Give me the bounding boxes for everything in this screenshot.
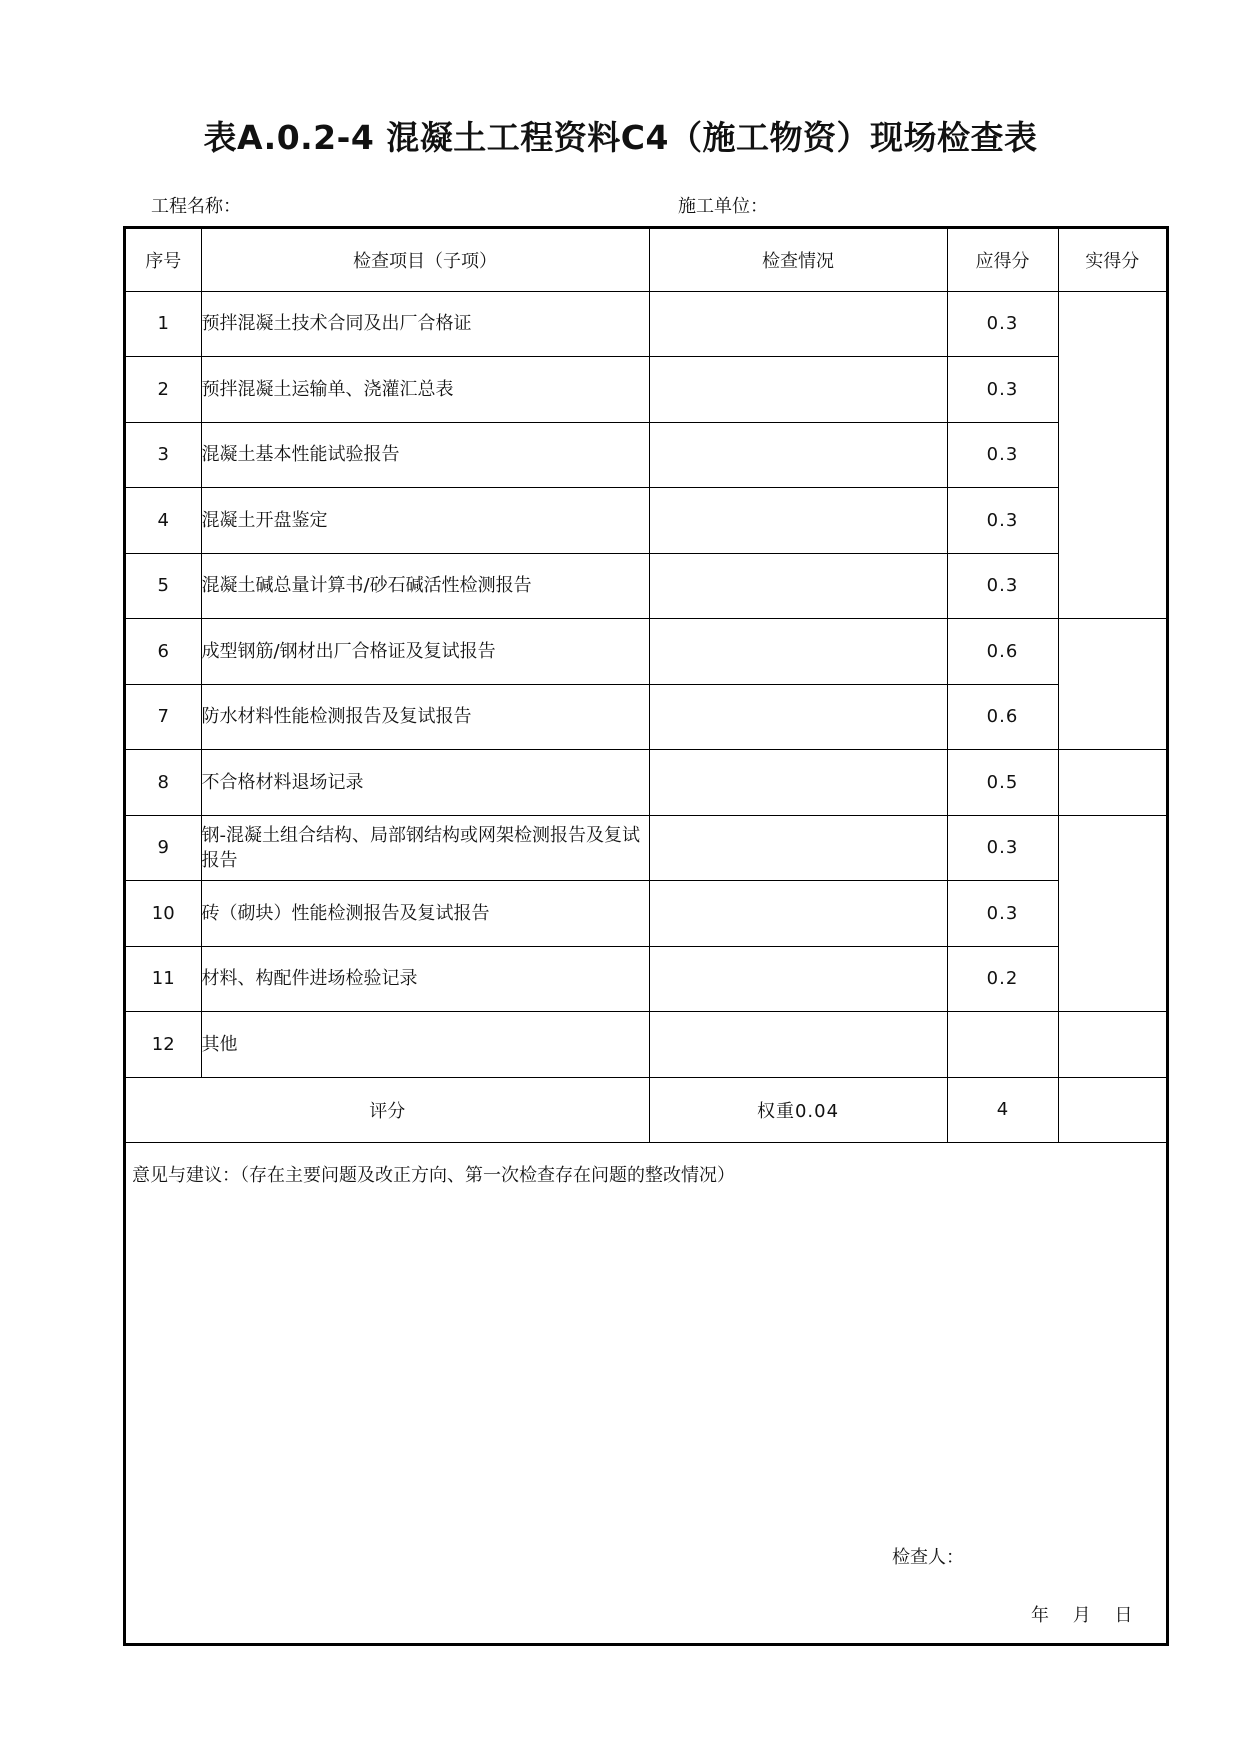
row-expected-score: 0.3 (947, 291, 1058, 357)
actual-score-cell-group-2[interactable] (1058, 619, 1166, 750)
inspection-sheet (123, 226, 1169, 1646)
row-item: 钢-混凝土组合结构、局部钢结构或网架检测报告及复试报告 (201, 815, 649, 881)
row-seq: 7 (126, 684, 201, 750)
row-expected-score: 0.2 (947, 946, 1058, 1012)
actual-score-cell-group-4[interactable] (1058, 815, 1166, 1012)
row-status-cell[interactable] (649, 291, 947, 357)
header-status: 检查情况 (649, 229, 947, 291)
row-status-cell[interactable] (649, 946, 947, 1012)
row-status-cell[interactable] (649, 750, 947, 816)
table-row (126, 815, 1166, 881)
row-status-cell[interactable] (649, 619, 947, 685)
table-row (126, 750, 1166, 816)
row-expected-score: 0.3 (947, 553, 1058, 619)
inspector-label: 检查人： (892, 1547, 964, 1568)
row-status-cell[interactable] (649, 553, 947, 619)
row-status-cell[interactable] (649, 684, 947, 750)
contractor-label: 施工单位： (678, 196, 768, 217)
row-status-cell[interactable] (649, 488, 947, 554)
header-seq: 序号 (126, 229, 201, 291)
project-name-label: 工程名称： (151, 196, 241, 217)
row-expected-score: 0.3 (947, 881, 1058, 947)
inspection-table (126, 229, 1166, 1143)
row-item: 其他 (201, 1012, 649, 1078)
row-status-cell[interactable] (649, 1012, 947, 1078)
table-row (126, 946, 1166, 1012)
row-seq: 12 (126, 1012, 201, 1078)
actual-score-cell-group-5[interactable] (1058, 1012, 1166, 1078)
row-seq: 10 (126, 881, 201, 947)
score-row (126, 1077, 1166, 1143)
row-expected-score: 0.6 (947, 619, 1058, 685)
row-seq: 3 (126, 422, 201, 488)
header-expected-score: 应得分 (947, 229, 1058, 291)
row-item: 预拌混凝土运输单、浇灌汇总表 (201, 357, 649, 423)
row-seq: 1 (126, 291, 201, 357)
table-header-row (126, 229, 1166, 291)
row-expected-score: 0.6 (947, 684, 1058, 750)
row-status-cell[interactable] (649, 422, 947, 488)
opinion-label: 意见与建议：（存在主要问题及改正方向、第一次检查存在问题的整改情况） (132, 1165, 735, 1186)
row-seq: 5 (126, 553, 201, 619)
page-title: 表A.0.2-4 混凝土工程资料C4（施工物资）现场检查表 (203, 118, 1038, 157)
row-expected-score: 0.3 (947, 815, 1058, 881)
row-expected-score: 0.5 (947, 750, 1058, 816)
row-item: 成型钢筋/钢材出厂合格证及复试报告 (201, 619, 649, 685)
row-expected-score: 0.3 (947, 422, 1058, 488)
row-status-cell[interactable] (649, 357, 947, 423)
row-seq: 8 (126, 750, 201, 816)
header-item: 检查项目（子项） (201, 229, 649, 291)
row-status-cell[interactable] (649, 815, 947, 881)
table-row (126, 553, 1166, 619)
row-item: 不合格材料退场记录 (201, 750, 649, 816)
row-item: 预拌混凝土技术合同及出厂合格证 (201, 291, 649, 357)
actual-score-cell-group-3[interactable] (1058, 750, 1166, 816)
table-row (126, 422, 1166, 488)
date-label: 年 月 日 (1031, 1605, 1133, 1626)
row-seq: 6 (126, 619, 201, 685)
row-item: 砖（砌块）性能检测报告及复试报告 (201, 881, 649, 947)
row-item: 混凝土基本性能试验报告 (201, 422, 649, 488)
table-row (126, 488, 1166, 554)
row-seq: 2 (126, 357, 201, 423)
row-item: 材料、构配件进场检验记录 (201, 946, 649, 1012)
row-expected-score: 0.3 (947, 488, 1058, 554)
row-expected-score (947, 1012, 1058, 1078)
score-label: 评分 (126, 1077, 649, 1143)
row-seq: 11 (126, 946, 201, 1012)
header-actual-score: 实得分 (1058, 229, 1166, 291)
table-row (126, 1012, 1166, 1078)
actual-score-cell-group-1[interactable] (1058, 291, 1166, 619)
table-row (126, 881, 1166, 947)
score-total-expected: 4 (947, 1077, 1058, 1143)
table-row (126, 619, 1166, 685)
row-item: 混凝土碱总量计算书/砂石碱活性检测报告 (201, 553, 649, 619)
row-item: 混凝土开盘鉴定 (201, 488, 649, 554)
table-row (126, 684, 1166, 750)
row-item: 防水材料性能检测报告及复试报告 (201, 684, 649, 750)
table-row (126, 357, 1166, 423)
table-row (126, 291, 1166, 357)
score-weight: 权重0.04 (649, 1077, 947, 1143)
row-expected-score: 0.3 (947, 357, 1058, 423)
row-seq: 9 (126, 815, 201, 881)
score-total-actual[interactable] (1058, 1077, 1166, 1143)
row-status-cell[interactable] (649, 881, 947, 947)
row-seq: 4 (126, 488, 201, 554)
